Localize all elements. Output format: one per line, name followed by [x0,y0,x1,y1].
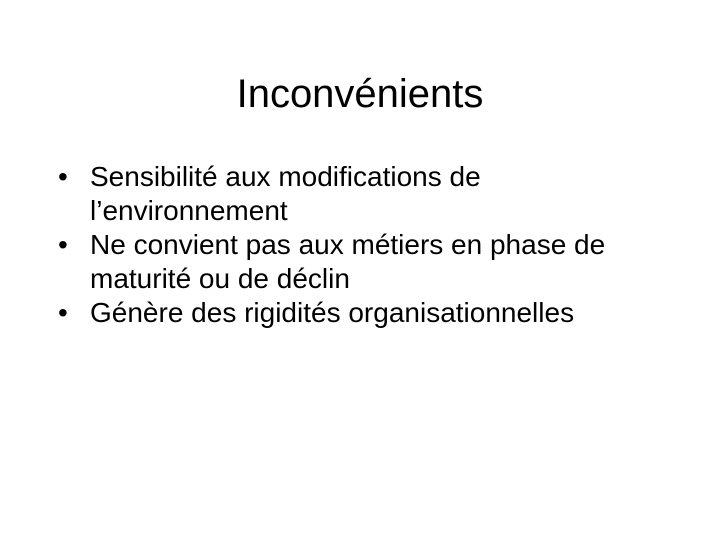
list-item [56,296,676,330]
bullet-icon: • [58,161,68,192]
slide-title: Inconvénients [236,72,484,116]
bullet-text: Ne convient pas aux métiers en phase de maturité ou de déclin [90,229,606,294]
list-item [56,228,676,296]
bullet-text: Génère des rigidités organisationnelles [90,297,575,328]
list-item [56,160,676,228]
bullet-list [56,160,676,330]
bullet-icon: • [58,229,68,260]
bullet-icon: • [58,297,68,328]
bullet-text: Sensibilité aux modifications de l’environnement [90,161,481,226]
